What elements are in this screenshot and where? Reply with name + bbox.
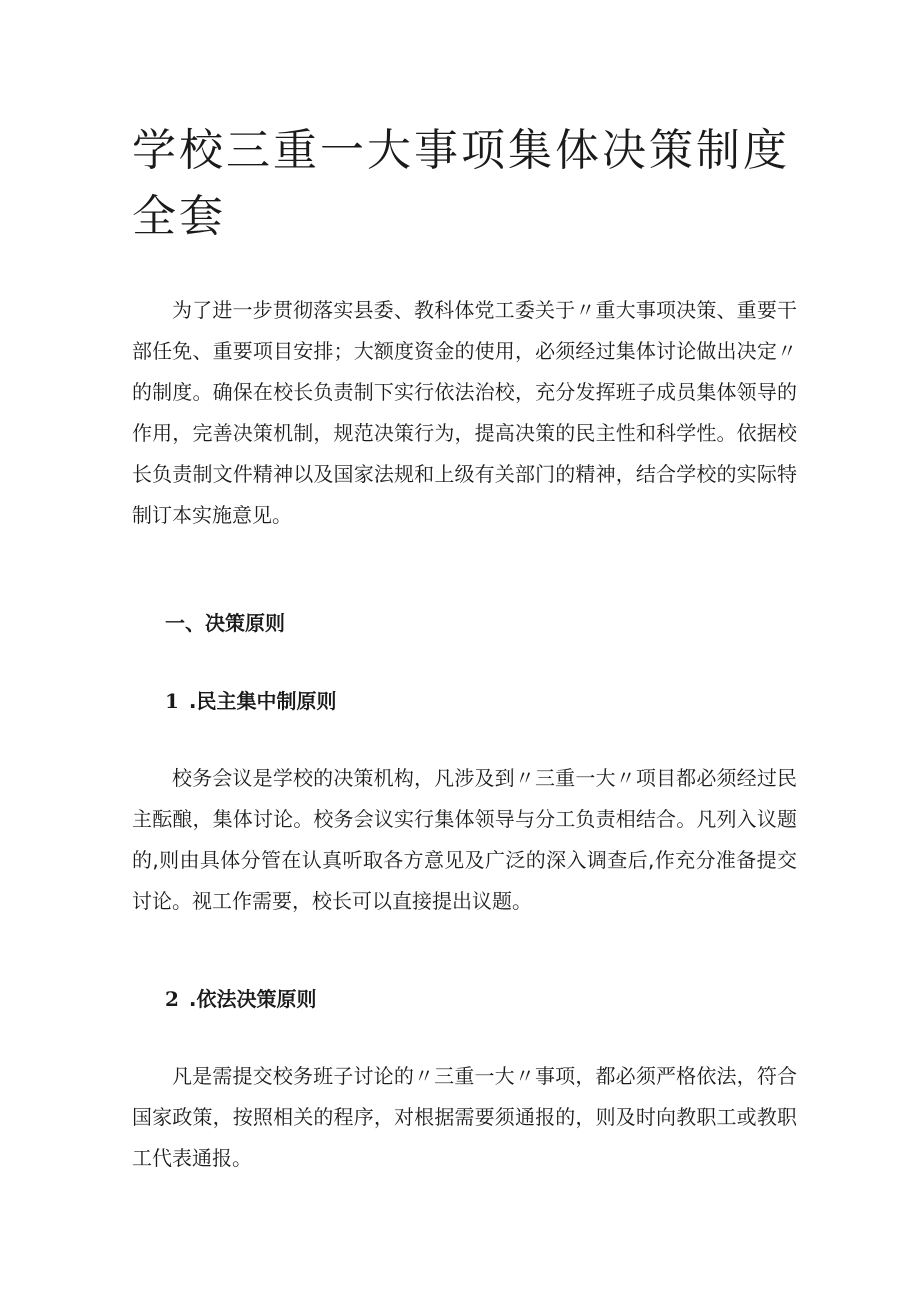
subheading-title: .依法决策原则 bbox=[188, 987, 317, 1011]
intro-paragraph: 为了进一步贯彻落实县委、教科体党工委关于〃重大事项决策、重要干部任免、重要项目安排；大额度资金的使用，必须经过集体讨论做出决定〃的制度。确保在校长负责制下实行依法治校，充分发挥班子成员集体领导的作用，完善决策机制，规范决策行为，提高决策的民主性和科学性。依据校长负责制文件精神以及国家法规和上级有关部门的精神，结合学校的实际特制订本实施意见。 bbox=[132, 298, 797, 527]
paragraph-democratic-centralism: 校务会议是学校的决策机构，凡涉及到〃三重一大〃项目都必须经过民主酝酿，集体讨论。校务会议实行集体领导与分工负责相结合。凡列入议题的,则由具体分管在认真听取各方意见及广泛的深入调查后,作充分准备提交讨论。视工作需要，校长可以直接提出议题。 bbox=[132, 766, 797, 913]
subheading-democratic-centralism bbox=[165, 686, 337, 716]
subheading-title: .民主集中制原则 bbox=[188, 689, 337, 713]
subheading-number: 1 bbox=[165, 689, 179, 713]
subheading-number: 2 bbox=[165, 987, 179, 1011]
subheading-lawful-decision bbox=[165, 984, 317, 1014]
paragraph-lawful-decision: 凡是需提交校务班子讨论的〃三重一大〃事项，都必须严格依法，符合国家政策，按照相关的程序，对根据需要须通报的，则及时向教职工或教职工代表通报。 bbox=[132, 1064, 797, 1170]
document-title: 学校三重一大事项集体决策制度全套 bbox=[132, 125, 790, 242]
section-heading-decision-principles: 一、决策原则 bbox=[165, 611, 285, 635]
